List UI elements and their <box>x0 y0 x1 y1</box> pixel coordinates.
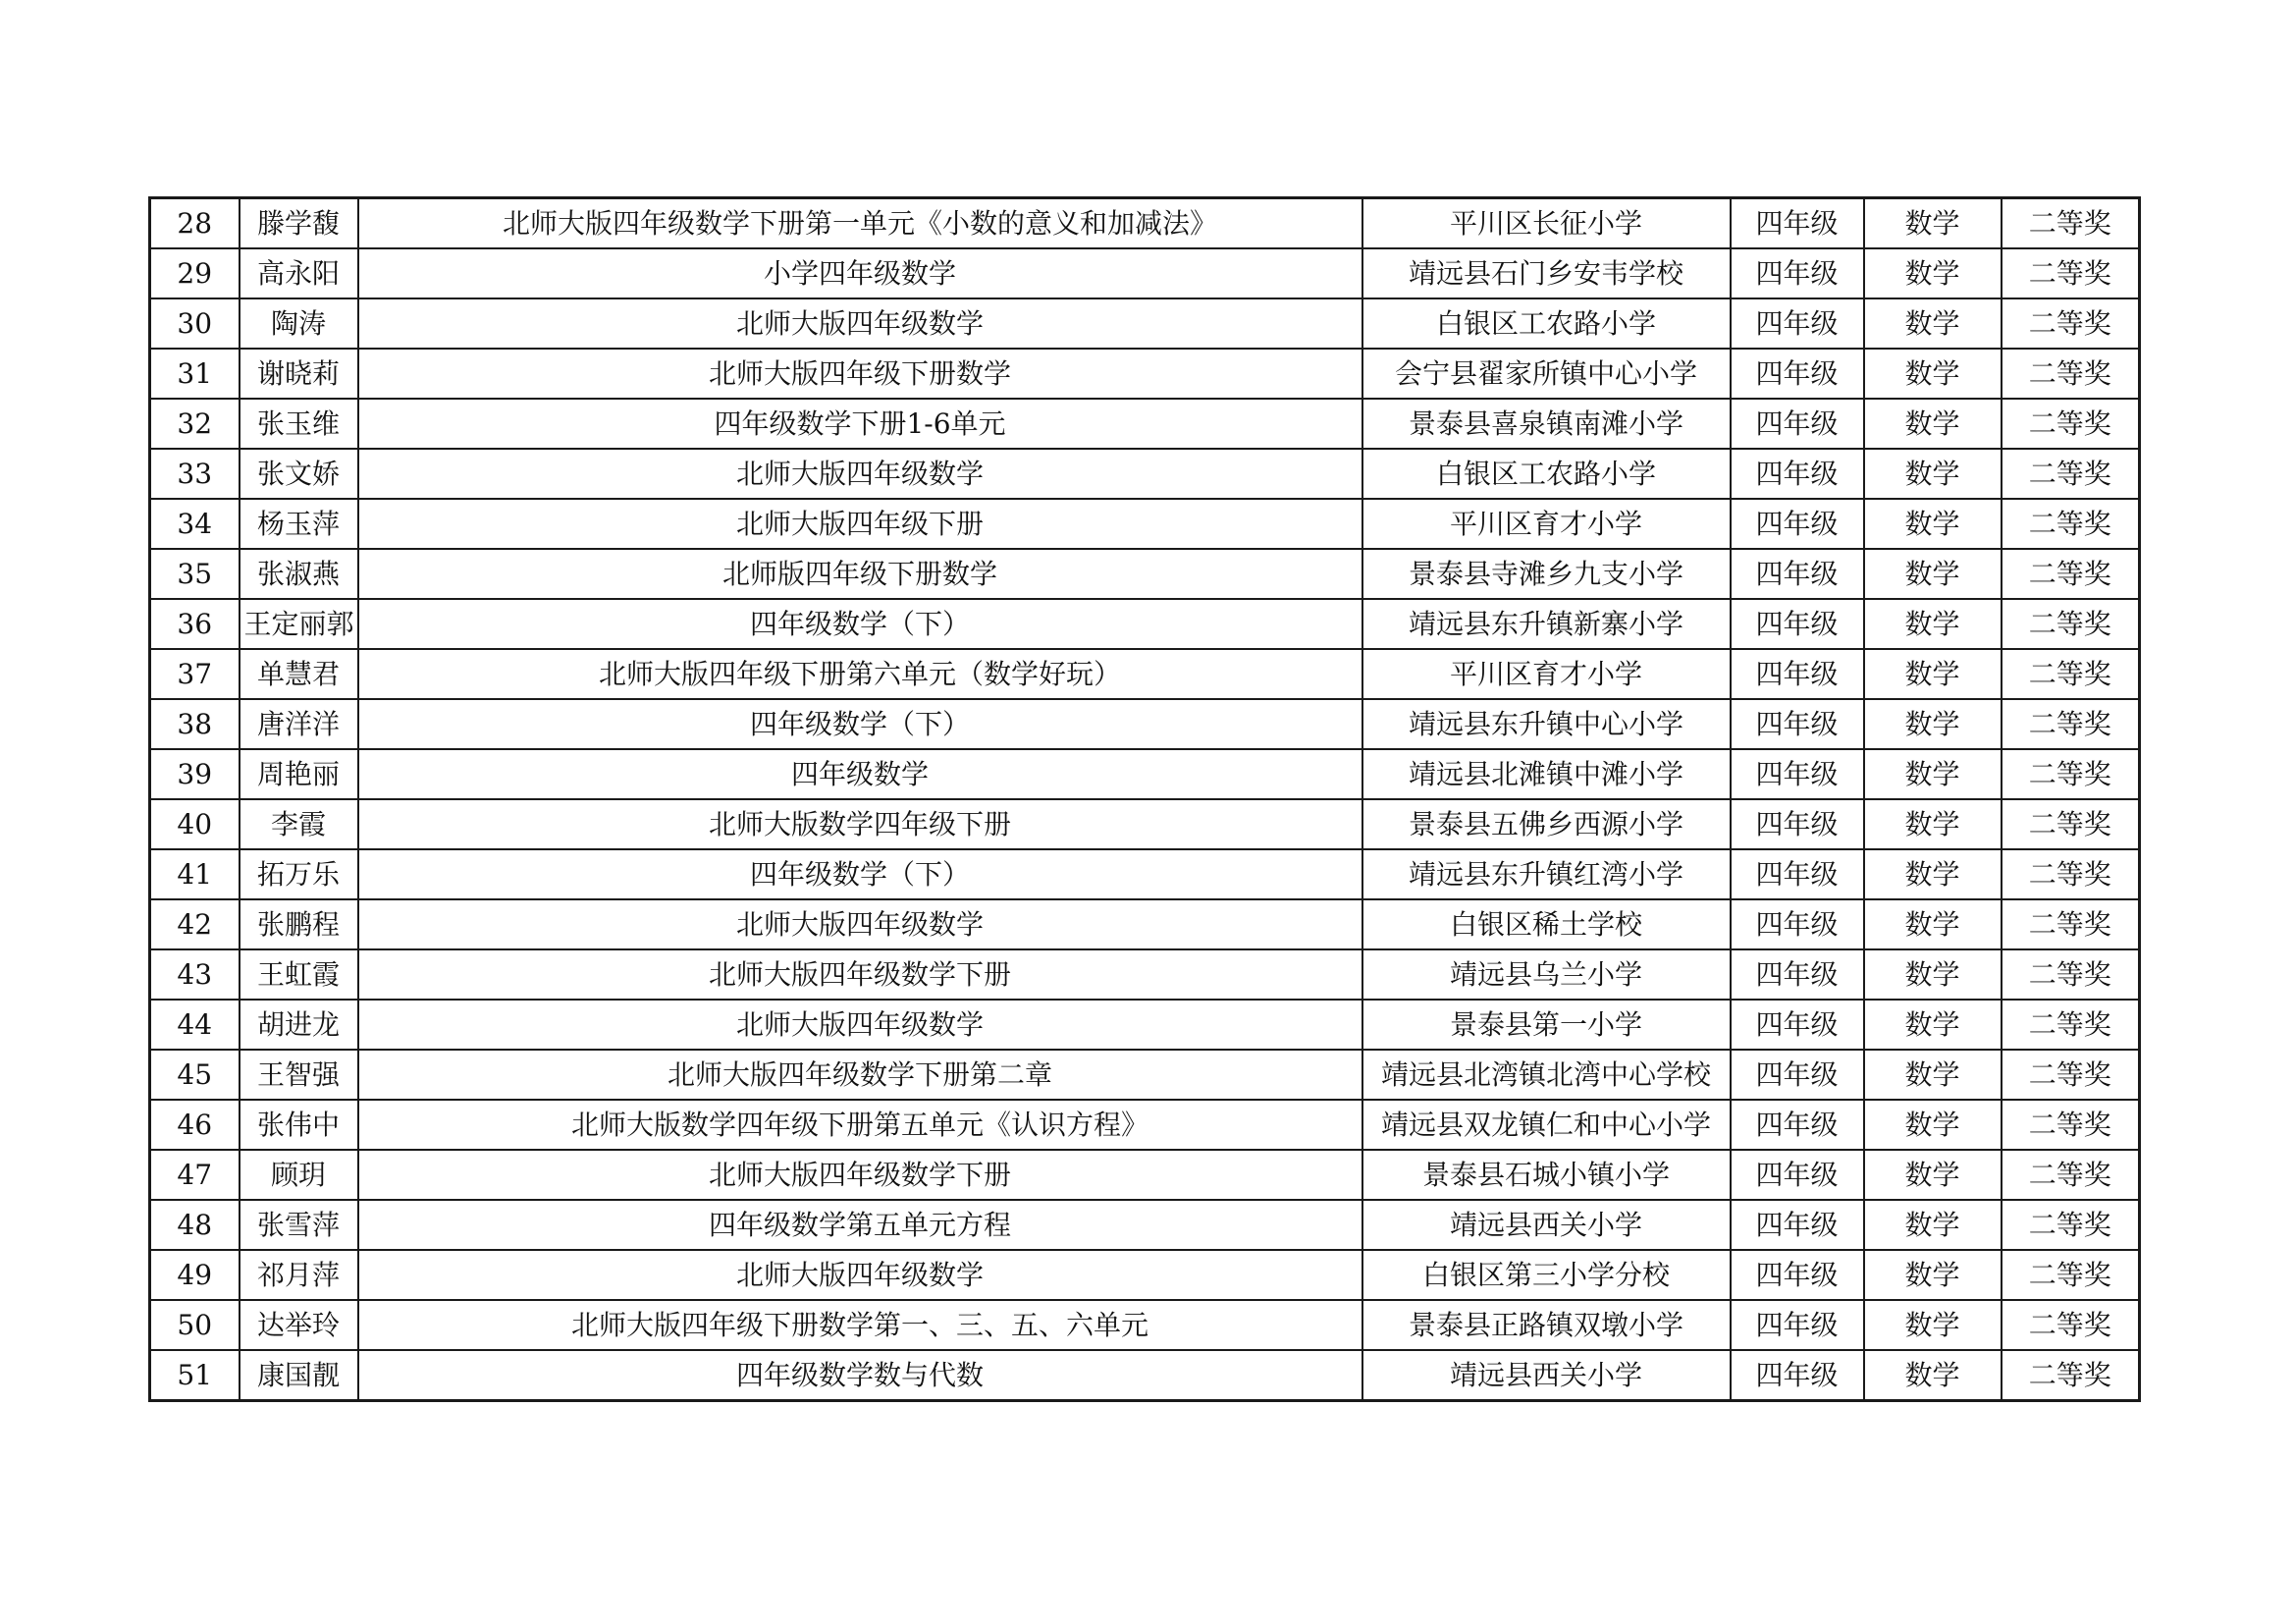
course-title-cell: 北师大版四年级数学 <box>358 1250 1362 1300</box>
row-number-cell: 39 <box>150 749 240 799</box>
row-number-cell: 30 <box>150 298 240 349</box>
award-cell: 二等奖 <box>2002 499 2140 549</box>
subject-cell: 数学 <box>1864 449 2002 499</box>
teacher-name-cell: 拓万乐 <box>240 849 358 899</box>
grade-cell: 四年级 <box>1731 749 1864 799</box>
subject-cell: 数学 <box>1864 1300 2002 1350</box>
grade-cell: 四年级 <box>1731 1300 1864 1350</box>
school-cell: 白银区工农路小学 <box>1362 298 1731 349</box>
row-number-cell: 33 <box>150 449 240 499</box>
school-cell: 景泰县喜泉镇南滩小学 <box>1362 399 1731 449</box>
subject-cell: 数学 <box>1864 248 2002 298</box>
grade-cell: 四年级 <box>1731 198 1864 249</box>
course-title-cell: 北师大版四年级数学下册第二章 <box>358 1050 1362 1100</box>
teacher-name-cell: 张伟中 <box>240 1100 358 1150</box>
row-number-cell: 31 <box>150 349 240 399</box>
table-row <box>150 899 2140 949</box>
row-number-cell: 40 <box>150 799 240 849</box>
course-title-cell: 北师大版四年级数学下册 <box>358 949 1362 1000</box>
award-cell: 二等奖 <box>2002 1200 2140 1250</box>
teacher-name-cell: 高永阳 <box>240 248 358 298</box>
school-cell: 靖远县西关小学 <box>1362 1350 1731 1401</box>
teacher-name-cell: 王虹霞 <box>240 949 358 1000</box>
course-title-cell: 北师大版四年级数学下册 <box>358 1150 1362 1200</box>
teacher-name-cell: 李霞 <box>240 799 358 849</box>
school-cell: 靖远县石门乡安韦学校 <box>1362 248 1731 298</box>
subject-cell: 数学 <box>1864 1250 2002 1300</box>
award-cell: 二等奖 <box>2002 449 2140 499</box>
teacher-name-cell: 谢晓莉 <box>240 349 358 399</box>
subject-cell: 数学 <box>1864 1150 2002 1200</box>
subject-cell: 数学 <box>1864 499 2002 549</box>
award-cell: 二等奖 <box>2002 1250 2140 1300</box>
table-row <box>150 1100 2140 1150</box>
award-cell: 二等奖 <box>2002 899 2140 949</box>
subject-cell: 数学 <box>1864 349 2002 399</box>
table-row <box>150 1250 2140 1300</box>
school-cell: 会宁县翟家所镇中心小学 <box>1362 349 1731 399</box>
grade-cell: 四年级 <box>1731 1100 1864 1150</box>
table-row <box>150 399 2140 449</box>
table-row <box>150 1300 2140 1350</box>
teacher-name-cell: 唐洋洋 <box>240 699 358 749</box>
grade-cell: 四年级 <box>1731 349 1864 399</box>
school-cell: 平川区长征小学 <box>1362 198 1731 249</box>
grade-cell: 四年级 <box>1731 449 1864 499</box>
grade-cell: 四年级 <box>1731 399 1864 449</box>
teacher-name-cell: 康国靓 <box>240 1350 358 1401</box>
row-number-cell: 50 <box>150 1300 240 1350</box>
grade-cell: 四年级 <box>1731 599 1864 649</box>
award-cell: 二等奖 <box>2002 248 2140 298</box>
table-row <box>150 599 2140 649</box>
award-cell: 二等奖 <box>2002 749 2140 799</box>
table-row <box>150 298 2140 349</box>
grade-cell: 四年级 <box>1731 799 1864 849</box>
grade-cell: 四年级 <box>1731 699 1864 749</box>
table-row <box>150 699 2140 749</box>
row-number-cell: 36 <box>150 599 240 649</box>
teacher-name-cell: 周艳丽 <box>240 749 358 799</box>
grade-cell: 四年级 <box>1731 1350 1864 1401</box>
teacher-name-cell: 张鹏程 <box>240 899 358 949</box>
teacher-name-cell: 胡进龙 <box>240 1000 358 1050</box>
course-title-cell: 北师大版四年级数学下册第一单元《小数的意义和加减法》 <box>358 198 1362 249</box>
table-row <box>150 1200 2140 1250</box>
grade-cell: 四年级 <box>1731 899 1864 949</box>
row-number-cell: 44 <box>150 1000 240 1050</box>
school-cell: 靖远县乌兰小学 <box>1362 949 1731 1000</box>
award-cell: 二等奖 <box>2002 799 2140 849</box>
subject-cell: 数学 <box>1864 1000 2002 1050</box>
school-cell: 靖远县东升镇红湾小学 <box>1362 849 1731 899</box>
school-cell: 平川区育才小学 <box>1362 649 1731 699</box>
grade-cell: 四年级 <box>1731 1250 1864 1300</box>
row-number-cell: 37 <box>150 649 240 699</box>
table-row <box>150 1050 2140 1100</box>
school-cell: 靖远县北滩镇中滩小学 <box>1362 749 1731 799</box>
table-row <box>150 1150 2140 1200</box>
course-title-cell: 北师大版四年级数学 <box>358 1000 1362 1050</box>
school-cell: 白银区第三小学分校 <box>1362 1250 1731 1300</box>
award-cell: 二等奖 <box>2002 1100 2140 1150</box>
course-title-cell: 北师大版数学四年级下册第五单元《认识方程》 <box>358 1100 1362 1150</box>
award-cell: 二等奖 <box>2002 198 2140 249</box>
table-row <box>150 549 2140 599</box>
teacher-name-cell: 达举玲 <box>240 1300 358 1350</box>
row-number-cell: 32 <box>150 399 240 449</box>
teacher-name-cell: 单慧君 <box>240 649 358 699</box>
school-cell: 靖远县北湾镇北湾中心学校 <box>1362 1050 1731 1100</box>
course-title-cell: 四年级数学（下） <box>358 599 1362 649</box>
school-cell: 景泰县五佛乡西源小学 <box>1362 799 1731 849</box>
subject-cell: 数学 <box>1864 399 2002 449</box>
subject-cell: 数学 <box>1864 649 2002 699</box>
teacher-name-cell: 张文娇 <box>240 449 358 499</box>
course-title-cell: 北师大版四年级下册数学 <box>358 349 1362 399</box>
teacher-name-cell: 张玉维 <box>240 399 358 449</box>
subject-cell: 数学 <box>1864 1100 2002 1150</box>
table-row <box>150 849 2140 899</box>
subject-cell: 数学 <box>1864 1050 2002 1100</box>
course-title-cell: 四年级数学（下） <box>358 849 1362 899</box>
school-cell: 白银区稀土学校 <box>1362 899 1731 949</box>
teacher-name-cell: 滕学馥 <box>240 198 358 249</box>
award-cell: 二等奖 <box>2002 399 2140 449</box>
grade-cell: 四年级 <box>1731 1000 1864 1050</box>
table-row <box>150 1000 2140 1050</box>
teacher-name-cell: 张雪萍 <box>240 1200 358 1250</box>
row-number-cell: 29 <box>150 248 240 298</box>
subject-cell: 数学 <box>1864 1200 2002 1250</box>
row-number-cell: 41 <box>150 849 240 899</box>
course-title-cell: 四年级数学下册1-6单元 <box>358 399 1362 449</box>
award-cell: 二等奖 <box>2002 699 2140 749</box>
subject-cell: 数学 <box>1864 799 2002 849</box>
teacher-name-cell: 杨玉萍 <box>240 499 358 549</box>
table-row <box>150 248 2140 298</box>
teacher-name-cell: 顾玥 <box>240 1150 358 1200</box>
course-title-cell: 小学四年级数学 <box>358 248 1362 298</box>
row-number-cell: 45 <box>150 1050 240 1100</box>
school-cell: 景泰县寺滩乡九支小学 <box>1362 549 1731 599</box>
school-cell: 靖远县西关小学 <box>1362 1200 1731 1250</box>
award-cell: 二等奖 <box>2002 1300 2140 1350</box>
row-number-cell: 49 <box>150 1250 240 1300</box>
table-row <box>150 1350 2140 1401</box>
teacher-name-cell: 王智强 <box>240 1050 358 1100</box>
grade-cell: 四年级 <box>1731 1200 1864 1250</box>
row-number-cell: 51 <box>150 1350 240 1401</box>
grade-cell: 四年级 <box>1731 849 1864 899</box>
table-row <box>150 349 2140 399</box>
subject-cell: 数学 <box>1864 599 2002 649</box>
teacher-name-cell: 王定丽郭 <box>240 599 358 649</box>
grade-cell: 四年级 <box>1731 1050 1864 1100</box>
table-row <box>150 198 2140 249</box>
award-cell: 二等奖 <box>2002 849 2140 899</box>
grade-cell: 四年级 <box>1731 1150 1864 1200</box>
teacher-name-cell: 张淑燕 <box>240 549 358 599</box>
subject-cell: 数学 <box>1864 198 2002 249</box>
row-number-cell: 42 <box>150 899 240 949</box>
subject-cell: 数学 <box>1864 549 2002 599</box>
school-cell: 靖远县东升镇新寨小学 <box>1362 599 1731 649</box>
award-table-body <box>150 198 2140 1401</box>
subject-cell: 数学 <box>1864 1350 2002 1401</box>
row-number-cell: 28 <box>150 198 240 249</box>
award-cell: 二等奖 <box>2002 1350 2140 1401</box>
course-title-cell: 北师大版四年级下册 <box>358 499 1362 549</box>
row-number-cell: 47 <box>150 1150 240 1200</box>
table-row <box>150 749 2140 799</box>
award-table <box>148 196 2141 1402</box>
row-number-cell: 48 <box>150 1200 240 1250</box>
award-cell: 二等奖 <box>2002 1150 2140 1200</box>
course-title-cell: 四年级数学（下） <box>358 699 1362 749</box>
course-title-cell: 北师大版数学四年级下册 <box>358 799 1362 849</box>
course-title-cell: 北师大版四年级下册第六单元（数学好玩） <box>358 649 1362 699</box>
award-cell: 二等奖 <box>2002 599 2140 649</box>
table-row <box>150 949 2140 1000</box>
school-cell: 景泰县第一小学 <box>1362 1000 1731 1050</box>
teacher-name-cell: 祁月萍 <box>240 1250 358 1300</box>
course-title-cell: 北师大版四年级数学 <box>358 899 1362 949</box>
award-cell: 二等奖 <box>2002 298 2140 349</box>
course-title-cell: 北师大版四年级数学 <box>358 449 1362 499</box>
subject-cell: 数学 <box>1864 899 2002 949</box>
grade-cell: 四年级 <box>1731 949 1864 1000</box>
subject-cell: 数学 <box>1864 849 2002 899</box>
row-number-cell: 46 <box>150 1100 240 1150</box>
award-cell: 二等奖 <box>2002 649 2140 699</box>
table-row <box>150 649 2140 699</box>
course-title-cell: 北师大版四年级下册数学第一、三、五、六单元 <box>358 1300 1362 1350</box>
subject-cell: 数学 <box>1864 699 2002 749</box>
award-cell: 二等奖 <box>2002 949 2140 1000</box>
grade-cell: 四年级 <box>1731 248 1864 298</box>
course-title-cell: 北师版四年级下册数学 <box>358 549 1362 599</box>
table-row <box>150 449 2140 499</box>
table-row <box>150 799 2140 849</box>
grade-cell: 四年级 <box>1731 549 1864 599</box>
award-cell: 二等奖 <box>2002 349 2140 399</box>
award-cell: 二等奖 <box>2002 1050 2140 1100</box>
subject-cell: 数学 <box>1864 749 2002 799</box>
course-title-cell: 四年级数学 <box>358 749 1362 799</box>
school-cell: 景泰县正路镇双墩小学 <box>1362 1300 1731 1350</box>
grade-cell: 四年级 <box>1731 649 1864 699</box>
table-row <box>150 499 2140 549</box>
course-title-cell: 四年级数学第五单元方程 <box>358 1200 1362 1250</box>
subject-cell: 数学 <box>1864 949 2002 1000</box>
school-cell: 靖远县双龙镇仁和中心小学 <box>1362 1100 1731 1150</box>
school-cell: 靖远县东升镇中心小学 <box>1362 699 1731 749</box>
school-cell: 平川区育才小学 <box>1362 499 1731 549</box>
subject-cell: 数学 <box>1864 298 2002 349</box>
school-cell: 白银区工农路小学 <box>1362 449 1731 499</box>
course-title-cell: 北师大版四年级数学 <box>358 298 1362 349</box>
teacher-name-cell: 陶涛 <box>240 298 358 349</box>
row-number-cell: 38 <box>150 699 240 749</box>
course-title-cell: 四年级数学数与代数 <box>358 1350 1362 1401</box>
award-cell: 二等奖 <box>2002 1000 2140 1050</box>
award-cell: 二等奖 <box>2002 549 2140 599</box>
row-number-cell: 35 <box>150 549 240 599</box>
grade-cell: 四年级 <box>1731 499 1864 549</box>
grade-cell: 四年级 <box>1731 298 1864 349</box>
school-cell: 景泰县石城小镇小学 <box>1362 1150 1731 1200</box>
row-number-cell: 43 <box>150 949 240 1000</box>
row-number-cell: 34 <box>150 499 240 549</box>
